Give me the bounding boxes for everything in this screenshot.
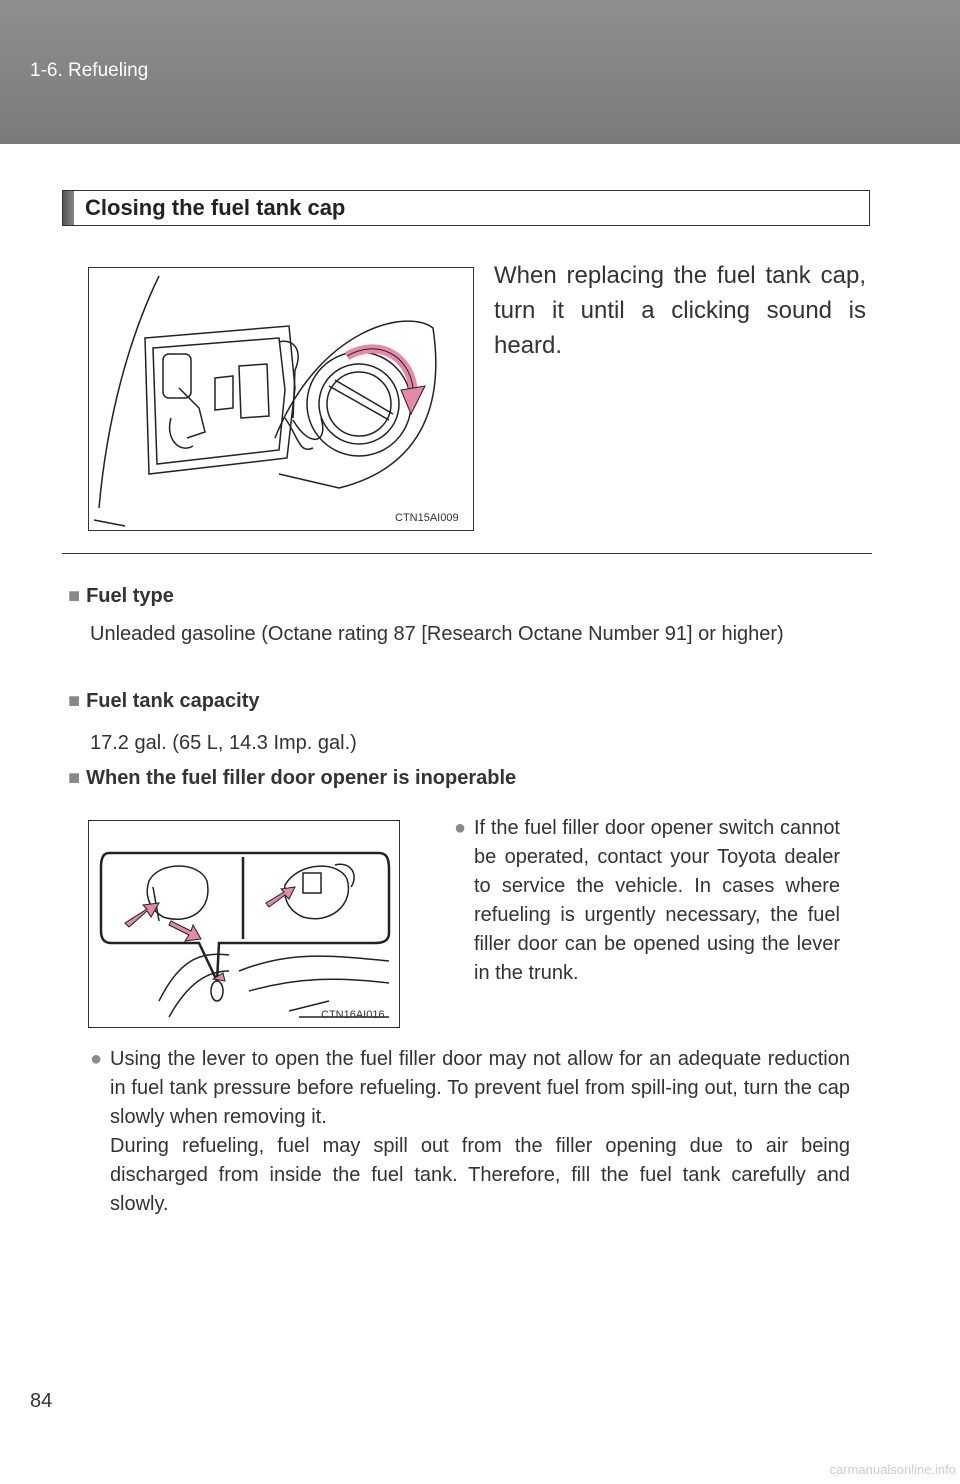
round-bullet-icon: ●	[454, 817, 467, 839]
title-accent	[63, 191, 74, 225]
tank-capacity-heading: ■ Fuel tank capacity	[68, 690, 260, 712]
section-label: 1-6. Refueling	[30, 60, 149, 81]
watermark: carmanualsonline.info	[829, 1462, 956, 1477]
square-bullet-icon: ■	[68, 690, 81, 712]
fuel-cap-closing-illustration	[89, 268, 473, 530]
round-bullet-icon: ●	[90, 1048, 103, 1070]
fuel-type-text: Unleaded gasoline (Octane rating 87 [Research Octane Number 91] or higher)	[90, 623, 784, 645]
opener-inoperable-heading: ■ When the fuel filler door opener is inoperable	[68, 767, 517, 789]
bullet-lever-pressure: ● Using the lever to open the fuel filler door may not allow for an adequate reduction in fuel tank pressure before refueling. To prevent fuel from spill-ing out, turn the cap slowly when removing it.	[110, 1045, 850, 1132]
square-bullet-icon: ■	[68, 585, 81, 607]
fuel-cap-figure	[88, 267, 474, 531]
bullet-refueling-spill: During refueling, fuel may spill out from the filler opening due to air being discharged from inside the fuel tank. Therefore, fill the fuel tank carefully and slowly.	[110, 1135, 850, 1215]
square-bullet-icon: ■	[68, 767, 81, 789]
figure-code: CTN16AI016	[321, 1009, 385, 1021]
page-header	[0, 0, 960, 144]
tank-capacity-text: 17.2 gal. (65 L, 14.3 Imp. gal.)	[90, 732, 357, 754]
section-divider	[62, 553, 872, 554]
fuel-type-heading: ■ Fuel type	[68, 585, 174, 607]
intro-text: When replacing the fuel tank cap, turn it until a clicking sound is heard.	[494, 262, 866, 359]
trunk-lever-illustration	[89, 821, 399, 1027]
section-title: Closing the fuel tank cap	[85, 195, 346, 220]
trunk-lever-figure	[88, 820, 400, 1028]
figure-code: CTN15AI009	[395, 512, 459, 524]
page-number: 84	[30, 1390, 53, 1412]
bullet-opener-switch: ● If the fuel filler door opener switch cannot be operated, contact your Toyota dealer to service the vehicle. In cases where refueling is urgently necessary, the fuel filler door can be opened using the lever in the trunk.	[474, 814, 840, 988]
section-title-bar	[62, 190, 870, 226]
